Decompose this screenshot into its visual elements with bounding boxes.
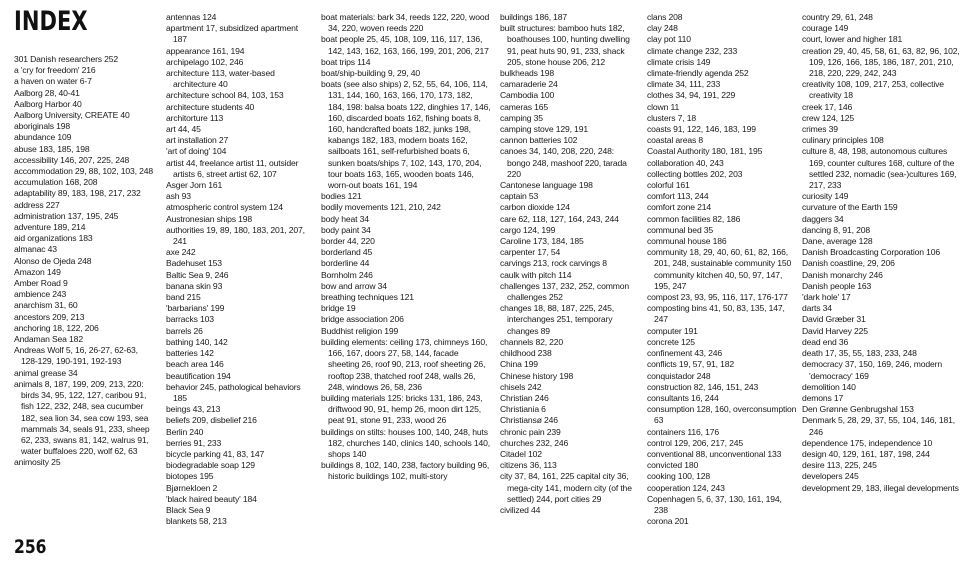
index-entry: boat trips 114 [321,56,371,67]
index-entry: camping 35 [500,112,543,123]
index-entry: buildings on stilts: houses 100, 140, 248, huts 182, churches 140, clinics 140, schools 140, shops 140 [321,426,491,459]
index-entry: breathing techniques 121 [321,292,414,303]
index-entry: community 18, 29, 40, 60, 61, 82, 166, 201, 248, sustainable community 150 community kitchen 40, 50, 97, 147, 195, 247 [647,247,792,291]
index-entry: citizens 36, 113 [500,460,557,471]
index-entry: coastal areas 8 [647,135,704,146]
index-entry: climate-friendly agenda 252 [647,68,749,79]
index-entry: banana skin 93 [166,280,223,291]
index-column-3 [321,12,491,483]
index-entry: almanac 43 [14,244,57,255]
index-entry: Andreas Wolf 5, 16, 26-27, 62-63, 128-129, 190-191, 192-193 [14,345,138,367]
index-entry: architorture 113 [166,112,224,123]
index-entry: curvature of the Earth 159 [802,202,898,213]
index-entry: biodegradable soap 129 [166,460,255,471]
index-entry: Bjørnekloen 2 [166,482,218,493]
index-entry: beliefs 209, disbelief 216 [166,415,257,426]
index-entry: clown 11 [647,101,680,112]
index-entry: desire 113, 225, 245 [802,460,877,471]
index-column-1 [14,54,154,469]
index-column-2 [166,12,314,527]
index-entry: 'art of doing' 104 [166,146,227,157]
index-entry: creek 17, 146 [802,101,853,112]
index-entry: country 29, 61, 248 [802,12,873,22]
index-entry: borderline 44 [321,258,370,269]
index-entry: developers 245 [802,471,859,482]
index-entry: demons 17 [802,392,844,403]
index-entry: creation 29, 40, 45, 58, 61, 63, 82, 96, 102, 109, 126, 166, 185, 186, 187, 201, 210, 218, 220, 229, 242, 243 [802,45,960,79]
index-entry: China 199 [500,359,538,370]
index-entry: Aalborg University, CREATE 40 [14,110,130,121]
index-entry: Danish people 163 [802,280,872,291]
index-entry: churches 232, 246 [500,437,569,448]
index-entry: ambience 243 [14,289,67,300]
index-entry: court, lower and higher 181 [802,34,903,45]
index-entry: coasts 91, 122, 146, 183, 199 [647,124,756,135]
index-entry: chronic pain 239 [500,426,561,437]
index-entry: Black Sea 9 [166,504,211,515]
index-entry: administration 137, 195, 245 [14,210,119,221]
index-entry: dead end 36 [802,336,849,347]
index-entry: Aalborg 28, 40-41 [14,87,80,98]
index-entry: beach area 146 [166,359,224,370]
index-entry: control 129, 206, 217, 245 [647,437,743,448]
index-entry: a 'cry for freedom' 216 [14,65,96,76]
index-entry: Amazon 149 [14,266,61,277]
index-entry: archipelago 102, 246 [166,56,244,67]
index-entry: Cantonese language 198 [500,180,593,191]
index-entry: cargo 124, 199 [500,224,556,235]
index-entry: Denmark 5, 28, 29, 37, 55, 104, 146, 181, 246 [802,415,955,437]
index-entry: comfort 113, 244 [647,191,709,202]
index-entry: Baltic Sea 9, 246 [166,269,229,280]
index-entry: conventional 88, unconventional 133 [647,448,782,459]
index-entry: body heat 34 [321,213,369,224]
index-entry: Badehuset 153 [166,258,222,269]
index-entry: Citadel 102 [500,448,542,459]
index-entry: abuse 183, 185, 198 [14,143,90,154]
index-entry: death 17, 35, 55, 183, 233, 248 [802,348,917,359]
index-column-5 [647,12,797,527]
index-entry: anarchism 31, 60 [14,300,78,311]
index-entry: crimes 39 [802,124,838,135]
index-entry: clay pot 110 [647,34,691,45]
index-entry: cannon batteries 102 [500,135,578,146]
index-entry: abundance 109 [14,132,72,143]
index-entry: Bornholm 246 [321,269,373,280]
index-entry: computer 191 [647,325,698,336]
index-entry: camping stove 129, 191 [500,124,588,135]
index-entry: Christiania 6 [500,404,546,415]
index-entry: caulk with pitch 114 [500,269,572,280]
index-entry: carbon dioxide 124 [500,202,570,213]
index-entry: border 44, 220 [321,236,375,247]
index-entry: bridge 19 [321,303,356,314]
index-entry: cooking 100, 128 [647,471,711,482]
index-entry: boats (see also ships) 2, 52, 55, 64, 106, 114, 131, 144, 160, 163, 166, 170, 173, 182, 184, 198: balsa boats 122, dinghies 17, 146, 160, discarded boats 162, fishing boats 8, 160, handcrafted boats 182, junks 198, kabangs 182, 183, modern boats 162, sailboats 161, self-refurbished boats 6, sunken boats/ships 7, 102, 143, 170, 204, tour boats 163, 165, wooden boats 146, worn-out boats 161, 194 [321,79,491,191]
index-entry: David Græber 31 [802,314,866,325]
index-entry: cooperation 124, 243 [647,482,725,493]
index-entry: borderland 45 [321,247,373,258]
index-entry: a haven on water 6-7 [14,76,92,87]
index-entry: civilized 44 [500,504,541,515]
index-entry: development 29, 183, illegal developments [802,482,959,493]
index-entry: built structures: bamboo huts 182, boathouses 100, hunting dwelling 91, peat huts 90, 91, 233, shack 205, stone house 206, 212 [500,23,630,67]
index-entry: bicycle parking 41, 83, 147 [166,448,265,459]
index-entry: architecture school 84, 103, 153 [166,90,284,101]
index-entry: Chinese history 198 [500,370,574,381]
index-entry: Christiansø 246 [500,415,558,426]
index-entry: Christian 246 [500,392,549,403]
index-entry: David Harvey 225 [802,325,868,336]
index-entry: aid organizations 183 [14,233,93,244]
index-entry: communal bed 35 [647,224,714,235]
index-entry: band 215 [166,292,201,303]
index-entry: confinement 43, 246 [647,348,723,359]
index-entry: 'black haired beauty' 184 [166,493,257,504]
index-entry: crew 124, 125 [802,112,855,123]
index-entry: Aalborg Harbor 40 [14,98,82,109]
index-entry: camaraderie 24 [500,79,558,90]
index-entry: Cambodia 100 [500,90,555,101]
index-entry: address 227 [14,199,60,210]
index-entry: Berlin 240 [166,426,204,437]
index-entry: Alonso de Ojeda 248 [14,255,92,266]
index-entry: clusters 7, 18 [647,112,697,123]
index-entry: containers 116, 176 [647,426,720,437]
index-entry: design 40, 129, 161, 187, 198, 244 [802,448,930,459]
index-entry: colorful 161 [647,180,690,191]
index-entry: communal house 186 [647,236,727,247]
index-entry: building materials 125: bricks 131, 186, 243, driftwood 90, 91, hemp 26, moon dirt 125, peat 91, stone 91, 233, wood 26 [321,392,483,426]
index-heading: INDEX [14,6,88,37]
index-entry: challenges 137, 232, 252, common challenges 252 [500,280,629,303]
index-entry: animals 8, 187, 199, 209, 213, 220: birds 34, 95, 122, 127, caribou 91, fish 122, 232, 248, sea cucumber 182, sea lion 34, sea cow 193, sea mammals 34, seals 91, 233, sheep 62, 233, swans 81, 142, walrus 91, water buffaloes 220, wolf 62, 63 [14,378,150,457]
index-entry: captain 53 [500,191,539,202]
index-entry: authorities 19, 89, 180, 183, 201, 207, 241 [166,224,305,247]
index-entry: beautification 194 [166,370,231,381]
index-entry: ancestors 209, 213 [14,311,85,322]
index-entry: curiosity 149 [802,191,849,202]
index-entry: appearance 161, 194 [166,45,245,56]
index-entry: art installation 27 [166,135,229,146]
index-entry: culture 8, 48, 198, autonomous cultures 169, counter cultures 168, culture of the settled 232, nomadic (sea-)cultures 169, 217, 233 [802,146,957,191]
index-entry: Buddhist religion 199 [321,325,399,336]
index-entry: Caroline 173, 184, 185 [500,236,584,247]
index-entry: Danish Broadcasting Corporation 106 [802,247,941,258]
index-entry: boat materials: bark 34, reeds 122, 220, wood 34, 220, woven reeds 220 [321,12,490,34]
index-entry: adventure 189, 214 [14,222,86,233]
index-entry: clans 208 [647,12,683,22]
index-entry: barracks 103 [166,314,214,325]
index-entry: 'barbarians' 199 [166,303,225,314]
index-entry: Copenhagen 5, 6, 37, 130, 161, 194, 238 [647,493,782,515]
index-entry: darts 34 [802,303,832,314]
page-number: 256 [14,536,47,558]
index-entry: concrete 125 [647,336,695,347]
index-entry: body paint 34 [321,224,371,235]
index-entry: animosity 25 [14,457,61,468]
index-entry: Asger Jorn 161 [166,180,223,191]
index-entry: bulkheads 198 [500,68,554,79]
index-entry: climate 34, 111, 233 [647,79,721,90]
index-entry: convicted 180 [647,460,699,471]
index-entry: daggers 34 [802,213,844,224]
index-entry: atmospheric control system 124 [166,202,283,213]
index-entry: biotopes 195 [166,471,214,482]
index-entry: Dane, average 128 [802,236,873,247]
index-column-6 [802,12,960,494]
index-entry: accumulation 168, 208 [14,177,98,188]
index-entry: clothes 34, 94, 191, 229 [647,90,736,101]
index-entry: consumption 128, 160, overconsumption 63 [647,404,797,426]
index-entry: 301 Danish researchers 252 [14,54,119,64]
index-entry: corona 201 [647,516,689,527]
index-entry: accessibility 146, 207, 225, 248 [14,154,130,165]
index-entry: common facilities 82, 186 [647,213,741,224]
index-entry: Andaman Sea 182 [14,334,83,345]
index-entry: animal grease 34 [14,367,78,378]
index-entry: blankets 58, 213 [166,516,227,527]
index-entry: art 44, 45 [166,124,201,135]
index-entry: collecting bottles 202, 203 [647,168,743,179]
index-entry: collaboration 40, 243 [647,157,724,168]
index-entry: Danish coastline, 29, 206 [802,258,895,269]
index-entry: buildings 186, 187 [500,12,568,22]
index-entry: buildings 8, 102, 140, 238, factory building 96, historic buildings 102, multi-story [321,460,490,482]
index-entry: climate change 232, 233 [647,45,738,56]
index-entry: changes 18, 88, 187, 225, 245, interchanges 251, temporary changes 89 [500,303,614,336]
index-entry: carvings 213, rock carvings 8 [500,258,607,269]
index-entry: architecture students 40 [166,101,255,112]
index-entry: construction 82, 146, 151, 243 [647,381,759,392]
index-entry: cameras 165 [500,101,549,112]
index-entry: 'dark hole' 17 [802,292,851,303]
index-entry: dependence 175, independence 10 [802,437,933,448]
index-entry: behavior 245, pathological behaviors 185 [166,381,301,403]
index-entry: building elements: ceiling 173, chimneys 160, 166, 167, doors 27, 58, 144, facade sheeting 26, roof 90, 213, roof sheeting 26, rooftop 238, thatched roof 248, walls 26, 248, windows 26, 58, 236 [321,336,488,392]
index-entry: democracy 37, 150, 169, 246, modern 'democracy' 169 [802,359,942,381]
index-entry: care 62, 118, 127, 164, 243, 244 [500,213,619,224]
index-entry: channels 82, 220 [500,336,564,347]
index-entry: bathing 140, 142 [166,336,228,347]
index-entry: architecture 113, water-based architecture 40 [166,68,275,90]
index-entry: culinary principles 108 [802,135,884,146]
index-entry: consultants 16, 244 [647,392,719,403]
index-entry: ash 93 [166,191,191,202]
index-entry: city 37, 84, 161, 225 capital city 36, mega-city 141, modern city (of the settled) 244, port cities 29 [500,471,632,504]
index-entry: clay 248 [647,23,678,34]
index-entry: Coastal Authority 180, 181, 195 [647,146,763,157]
index-entry: demolition 140 [802,381,856,392]
index-entry: batteries 142 [166,348,214,359]
index-entry: dancing 8, 91, 208 [802,224,871,235]
index-entry: climate crisis 149 [647,56,711,67]
index-entry: Austronesian ships 198 [166,213,253,224]
index-entry: conflicts 19, 57, 91, 182 [647,359,735,370]
index-entry: childhood 238 [500,348,552,359]
index-entry: conquistador 248 [647,370,711,381]
index-entry: antennas 124 [166,12,217,22]
index-entry: carpenter 17, 54 [500,247,561,258]
index-entry: Amber Road 9 [14,278,68,289]
index-entry: Danish monarchy 246 [802,269,883,280]
index-entry: courage 149 [802,23,849,34]
index-entry: bodies 121 [321,191,362,202]
index-entry: composting bins 41, 50, 83, 135, 147, 247 [647,303,785,325]
index-entry: creativity 108, 109, 217, 253, collective creativity 18 [802,79,944,101]
index-entry: Den Grønne Genbrugshal 153 [802,404,914,415]
index-entry: berries 91, 233 [166,437,222,448]
index-entry: bodily movements 121, 210, 242 [321,202,441,213]
index-entry: bridge association 206 [321,314,404,325]
index-column-4 [500,12,632,516]
index-entry: beings 43, 213 [166,404,221,415]
index-entry: compost 23, 93, 95, 116, 117, 176-177 [647,292,788,303]
index-entry: boat people 25, 45, 108, 109, 116, 117, 136, 142, 143, 162, 163, 166, 199, 201, 206, 217 [321,34,489,56]
index-entry: boat/ship-building 9, 29, 40 [321,68,421,79]
index-entry: anchoring 18, 122, 206 [14,322,99,333]
index-entry: axe 242 [166,247,196,258]
index-entry: accommodation 29, 88, 102, 103, 248 [14,166,154,177]
index-entry: chisels 242 [500,381,542,392]
index-entry: canoes 34, 140, 208, 220, 248: bongo 248, mashoof 220, tarada 220 [500,146,627,179]
index-entry: aboriginals 198 [14,121,71,132]
index-entry: apartment 17, subsidized apartment 187 [166,23,299,45]
index-entry: bow and arrow 34 [321,280,387,291]
index-entry: comfort zone 214 [647,202,712,213]
index-entry: artist 44, freelance artist 11, outsider artists 6, street artist 62, 107 [166,157,299,179]
index-entry: adaptability 89, 183, 198, 217, 232 [14,188,141,199]
index-entry: barrels 26 [166,325,203,336]
